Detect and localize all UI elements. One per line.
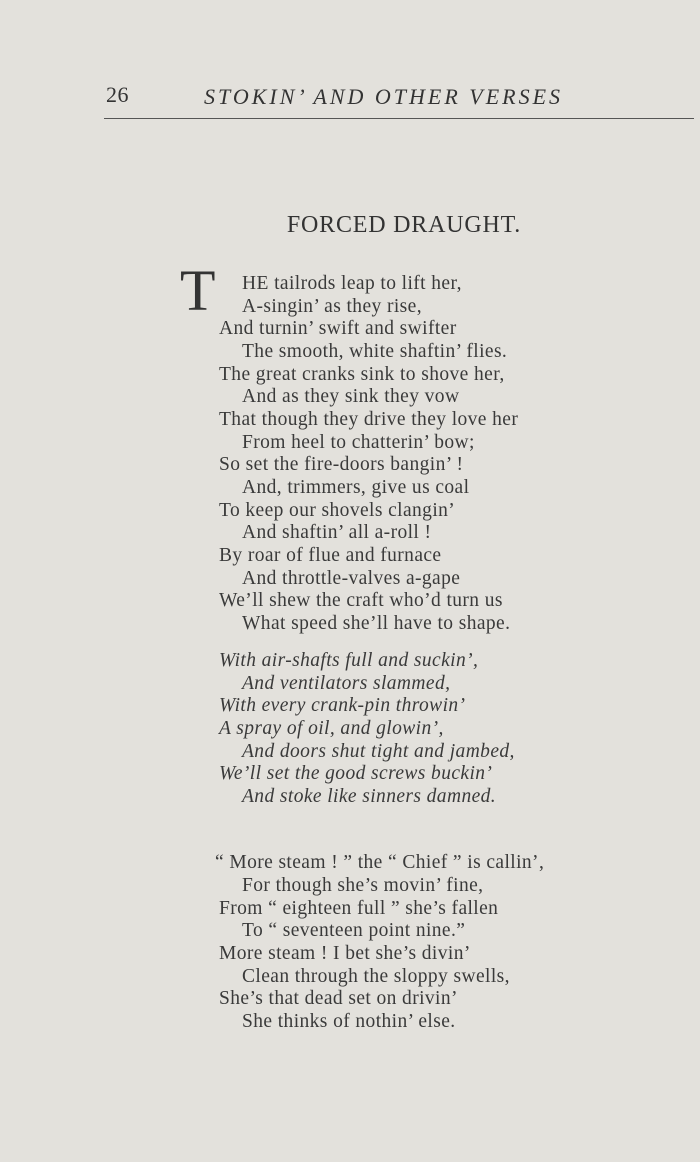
drop-cap: T xyxy=(180,258,216,323)
poem-line: More steam ! I bet she’s divin’ xyxy=(219,943,471,964)
poem-line: To keep our shovels clangin’ xyxy=(219,500,456,521)
poem-line: So set the fire-doors bangin’ ! xyxy=(219,454,464,475)
poem-line: And doors shut tight and jambed, xyxy=(242,741,515,762)
poem-line: To “ seventeen point nine.” xyxy=(242,920,466,941)
poem-line: And ventilators slammed, xyxy=(242,673,451,694)
poem-line: Clean through the sloppy swells, xyxy=(242,966,510,987)
poem-line: A spray of oil, and glowin’, xyxy=(219,718,444,739)
poem-line: With every crank-pin throwin’ xyxy=(219,695,466,716)
poem-line: With air-shafts full and suckin’, xyxy=(219,650,479,671)
poem-line: The smooth, white shaftin’ flies. xyxy=(242,341,508,362)
poem-line: “ More steam ! ” the “ Chief ” is callin’, xyxy=(215,852,545,873)
poem-line: We’ll set the good screws buckin’ xyxy=(219,763,493,784)
poem-line: For though she’s movin’ fine, xyxy=(242,875,484,896)
poem-title xyxy=(0,212,700,239)
poem-line: HE tailrods leap to lift her, xyxy=(242,273,462,294)
poem-line: She’s that dead set on drivin’ xyxy=(219,988,458,1009)
poem-line: A-singin’ as they rise, xyxy=(242,296,422,317)
poem-line: By roar of flue and furnace xyxy=(219,545,442,566)
page-number: 26 xyxy=(106,82,129,107)
poem-line: And stoke like sinners damned. xyxy=(242,786,497,807)
poem-line: She thinks of nothin’ else. xyxy=(242,1011,456,1032)
poem-line: And, trimmers, give us coal xyxy=(242,477,470,498)
running-head: STOKIN’ AND OTHER VERSES xyxy=(204,84,564,109)
poem-line: And throttle-valves a-gape xyxy=(242,568,461,589)
poem-line: From heel to chatterin’ bow; xyxy=(242,432,475,453)
poem-line: We’ll shew the craft who’d turn us xyxy=(219,590,503,611)
poem-line: The great cranks sink to shove her, xyxy=(219,364,505,385)
poem-line: And shaftin’ all a-roll ! xyxy=(242,522,432,543)
poem-line: What speed she’ll have to shape. xyxy=(242,613,511,634)
poem-line: That though they drive they love her xyxy=(219,409,519,430)
poem-line: And as they sink they vow xyxy=(242,386,460,407)
header-rule xyxy=(104,118,694,119)
poem-title-text: FORCED DRAUGHT. xyxy=(286,212,522,238)
poem-line: From “ eighteen full ” she’s fallen xyxy=(219,898,499,919)
poem-line: And turnin’ swift and swifter xyxy=(219,318,457,339)
